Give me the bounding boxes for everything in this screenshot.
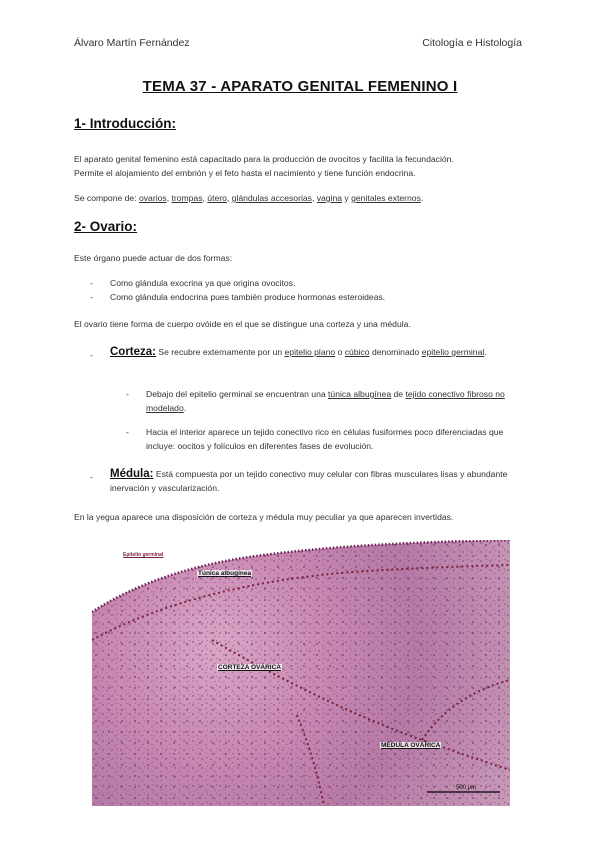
composition-conj: y	[342, 193, 352, 203]
link-utero: útero	[207, 193, 227, 203]
term-corteza: Corteza:	[110, 346, 157, 358]
corteza-text-1: Se recubre externamente por un	[156, 347, 285, 357]
ovario-intro: Este órgano puede actuar de dos formas:	[74, 253, 233, 263]
link-ovarios: ovarios	[138, 193, 167, 203]
bullet-dash-1: -	[90, 278, 93, 288]
header-author: Álvaro Martín Fernández	[74, 37, 190, 49]
link-epitelio-germinal: epitelio germinal	[421, 347, 485, 357]
bullet-exocrina: Como glándula exocrina ya que origina ovocitos.	[110, 278, 296, 288]
yegua-paragraph: En la yegua aparece una disposición de corteza y médula muy peculiar ya que aparecen invertidas.	[74, 512, 454, 522]
link-glandulas: glándulas accesorias	[231, 193, 312, 203]
section-heading-intro: 1- Introducción:	[74, 116, 176, 131]
intro-line-1: El aparato genital femenino está capacitado para la producción de ovocitos y facilita la fecundación.	[74, 154, 454, 164]
term-medula: Médula:	[110, 468, 154, 480]
page-title: TEMA 37 - APARATO GENITAL FEMENINO I	[142, 78, 458, 95]
composition-paragraph: Se compone de: ovarios, trompas, útero, glándulas accesorias, vagina y genitales externos.	[74, 193, 424, 203]
scale-bar-label: 500 µm	[456, 785, 477, 791]
micrograph-drawing	[92, 540, 510, 806]
albuginea-text-2: de	[391, 389, 406, 399]
corteza-text-2: o	[335, 347, 345, 357]
link-tunica-albuginea: túnica albugínea	[328, 389, 392, 399]
header-subject: Citología e Histología	[422, 37, 522, 49]
corteza-text-4: .	[484, 347, 487, 357]
composition-end: .	[420, 193, 424, 203]
albuginea-text-3: .	[183, 403, 187, 413]
corteza-item	[110, 345, 530, 359]
subbullet-albuginea	[146, 387, 526, 415]
bullet-dash-medula: -	[90, 472, 93, 482]
label-medula-ovarica: MÉDULA OVÁRICA	[381, 742, 441, 749]
ovario-forma: El ovario tiene forma de cuerpo ovóide en el que se distingue una corteza y una médula.	[74, 319, 411, 329]
albuginea-text-1: Debajo del epitelio germinal se encuentran una	[146, 389, 329, 399]
link-genitales: genitales externos	[351, 193, 421, 203]
link-trompas: trompas	[171, 193, 203, 203]
medula-item	[110, 467, 530, 495]
link-epitelio-plano: epitelio plano	[284, 347, 336, 357]
intro-line-2: Permite el alojamiento del embrión y el feto hasta el nacimiento y tiene función endocrina.	[74, 168, 416, 178]
label-tunica-albuginea: Túnica albugínea	[198, 570, 252, 577]
medula-text: Está compuesta por un tejido conectivo muy celular con fibras musculares lisas y abundante inervación y vascularización.	[110, 469, 508, 493]
corteza-text-3: denominado	[369, 347, 422, 357]
subbullet-dash-2: -	[126, 427, 129, 437]
label-corteza-ovarica: CORTEZA OVÁRICA	[218, 664, 281, 671]
subbullet-dash-1: -	[126, 389, 129, 399]
composition-prefix: Se compone de:	[74, 193, 139, 203]
histology-micrograph	[92, 540, 510, 806]
subbullet-interior: Hacia el interior aparece un tejido conectivo rico en células fusiformes poco diferenciadas que incluye: oocitos y folículos en diferentes fases de evolución.	[146, 427, 504, 451]
bullet-dash-corteza: -	[90, 350, 93, 360]
link-vagina: vagina	[316, 193, 343, 203]
bullet-dash-2: -	[90, 292, 93, 302]
bullet-endocrina: Como glándula endocrina pues también produce hormonas esteroideas.	[110, 292, 386, 302]
link-cubico: cúbico	[344, 347, 370, 357]
label-epitelio-germinal: Epitelio germinal	[123, 552, 164, 558]
intro-paragraph	[74, 152, 534, 180]
link-tejido-conectivo: tejido conectivo fibroso no modelado	[146, 389, 505, 413]
section-heading-ovario: 2- Ovario:	[74, 219, 138, 234]
